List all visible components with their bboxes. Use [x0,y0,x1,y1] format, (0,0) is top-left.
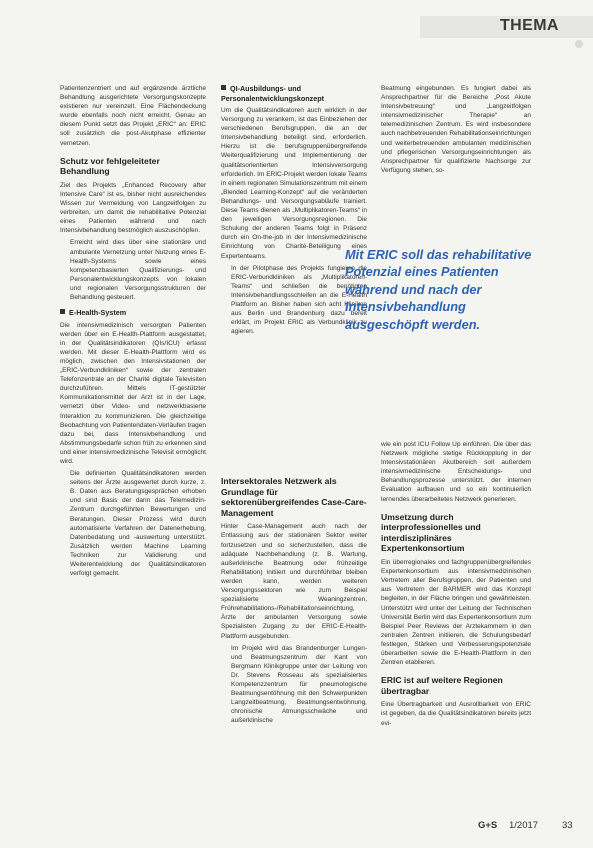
subheading: Schutz vor fehlgeleiteter Behandlung [60,155,160,177]
subheading: Intersektorales Netzwerk als Grundlage für sektorenübergreifendes Case-Care-Management [221,476,367,518]
paragraph: wie ein post ICU Follow Up einführen. Die über das Netzwerk mögliche stetige Rückkopplung in der Intensivstationären Akutbereich soll außerdem intensivmedizinische Entscheidungs- und Behandlungsprozesse unterstützt. der internen Evaluation aufbauen und so ein kontinuierlich lernendes überarbeitetes Netzwerk generieren. [381,441,531,503]
paragraph: Eine Übertragbarkeit und Ausrollbarkeit von ERIC ist gegeben, da die Qualitätsindikatoren bereits jetzt evi- [381,701,531,727]
section-label: THEMA [500,17,559,34]
bullet-heading-text: QI-Ausbildungs- und Personalentwicklungskonzept [221,84,325,103]
bullet-square-icon [60,309,65,314]
paragraph: Die definierten Qualitätsindikatoren werden seitens der Ärzte ausgewertet durch kurze, z. B. Daten aus Beratungsgesprächen erhoben und sind Basis der dann das Telemedizin-Zentrum durchgeführten Bewertungen und Beratungen. Dieser Prozess wird durch automatisierte Verfahren der Datenerhebung, Datenbedatung und -auswertung unterstützt. Zusätzlich werden Machine Learning Techniken zur Validierung und Weiterentwicklung der Qualitätsindikatoren verfolgt gemacht. [70,470,206,578]
paragraph: Beatmung eingebunden. Es fungiert dabei als Ansprechpartner für die Bereiche „Post Akute Intensivbetreuung“ und „Langzeitfolgen intensivmedizinischer Therapie“ an telemedizinischen Zentrum. Es wird insbesondere auch nachbetreuenden Rehabilitationseinrichtungen und weiterbetreuenden ambulanten medizinischen und pflegerischen Versorgungseinrichtungen als Ansprechpartner für qualifizierte Nachsorge zur Verfügung stehen, so- [381,85,531,174]
paragraph: Im Projekt wird das Brandenburger Lungen- und Beatmungszentrum der Kant von Bergmann Klinikgruppe unter der Leitung von Dr. Stevens Rosseau als spezialisiertes Kompetenzzentrum für pneumologische Beatmungsentöhnung mit den Schwerpunkten Langzeitbeatmung, Beatmungsentwöhnung, chronische Atmungsschwäche und außerklinische [231,644,367,725]
paragraph: Die intensivmedizinisch versorgten Patienten werden über ein E-Health-Plattform ausgestattet, in der Qualitätsindikatoren (QIs/ICU) erfasst werden. Mit dieser E-Health-Plattform wird es möglich, zwischen den Intensivstationen der „ERIC-Verbundkliniken“ sowie der zentralen Telefonzentrale an der Charité digitale Televisiten durchzuführen. Mittels IT-gestützter Kommunikationsmittel der Arzt ist in der Lage, vernetzt über Video- und netzwerkbasierte Interaktion zu kommunizieren. Die gleichzeitige Beobachtung von Patientendaten-Verläufen tragen dazu bei, dass Intensivbehandlung und Abstimmungsbedarfe schon früh zu erkennen sind und einer intensivmedizinische Televisit ermöglicht wird. [60,321,207,465]
subheading: ERIC ist auf weitere Regionen übertragbar [381,675,503,696]
paragraph: Erreicht wird dies über eine stationäre und ambulante Vernetzung unter Nutzung eines E-Health-Systems sowie eines kompetenzbasierten Qualifizierungs- und Personalentwicklungskonzepts von lokalen und regionalen Versorgungsstrukturen der Behandlung gesteuert. [70,239,206,301]
corner-mark [575,40,583,48]
bullet-heading-text: E-Health-System [69,308,127,318]
journal-name: G+S [478,820,498,831]
pull-quote: Mit ERIC soll das rehabilitative Potenzial eines Patienten während und nach der Intensivbehandlung ausgeschöpft werden. [345,247,532,332]
subheading: Umsetzung durch interprofessionelles und interdisziplinäres Expertenkonsortium [381,511,481,554]
column-3-lower [381,440,531,731]
paragraph: Um die Qualitätsindikatoren auch wirklich in der Versorgung zu verankern, ist das Einbeziehen der verschiedenen Berufsgruppen, die an der Intensivbehandlung beteiligt sind, erforderlich. Hierzu ist die berufsgruppenübergreifende Weiterqualifizierung und Implementierung der qualitätsorientierten Intensivversorgung erforderlich. Im ERIC-Projekt werden lokale Teams in einem regionalen Simulationszentrum mit einem „Blended Learning-Konzept“ auf die veränderten Behandlungs- und Versorgungsabläufe trainiert. Diese Teams dienen als „Multiplikatoren-Teams“ in den jeweiligen Versorgungsregionen. Die Schulung der anderen Teams folgt in Präsenz durch ein On-the-job in der Intensivmedizinische Einrichtung von Charité-Beteiligung eines Expertenteams. [221,107,367,260]
column-2-lower [221,476,367,728]
paragraph: Patientenzentriert und auf ergänzende ärztliche Behandlung ausgerichtete Versorgungskonzepte existieren nur vereinzelt. Eine Flächendeckung wurde ebenfalls noch nicht erreicht. Genau an diesem Punkt setzt das Projekt „ERIC“ an: ERIC soll zusätzlich die post-Akutphase effizienter vernetzen. [60,85,206,147]
issue-number: 1/2017 [509,820,539,831]
column-3 [381,84,531,178]
page-number: 33 [562,820,573,831]
bullet-heading [221,84,367,103]
bullet-heading [60,308,206,318]
paragraph: Ziel des Projekts „Enhanced Recovery after Intensive Care“ ist es, bisher nicht ausreichendes Wissen zur Vermeidung von Langzeitfolgen zu verbreiten, um damit die rehabilitative Potenzial eines Patienten während und nach Intensivbehandlung bestmöglich auszuschöpfen. [60,181,206,235]
paragraph: Ein überregionales und fachgruppenübergreifendes Expertenkonsortium aus intensivmedizinischen Vertretern aller Berufsgruppen, der Patienten und aus Vertretern der BARMER wird das Konzept begleiten, in der Fläche bringen und gewährleisten. Unterstützt wird unter der Leitung der Technischen Universität Berlin wird das Expertenkonsortium zum Beispiel Peer Reviews der Arztekammern in den zentralen Zentren initiieren, die Schulungsbedarf festlegen, Stärken und Verbesserungspotenziale überarbeiten sowie die E-Health-Plattform in den Zentren etablieren. [381,559,531,667]
column-1 [60,84,206,581]
bullet-square-icon [221,85,226,90]
paragraph: Hinter Case-Management auch nach der Entlassung aus der stationären Sektor weiter fortzusetzen und so sicherzustellen, dass die adäquate Nachbehandlung (z. B. Wartung, außerklinische Beatmung oder frühzeitige Rehabilitation) initiiert und durchführbar bleiben werden kann, werden weiteren Versorgungssektoren wie zum Beispiel spezialisierte Weaningzentren, Frührehabilitations-/Rehabilitationseinrichtung, Ärzte der ambulanten Versorgung sowie Spezialisten Zugang zu der ERIC-E-Health-Plattform ausgebunden. [221,523,367,640]
paragraph: In der Pilotphase des Projekts fungieren die ERIC-Verbundkliniken als „Multiplikatoren-Teams“ und schließen die benötigten Intensivbehandlungsschleifen an die E-Health Plattform an. Bisher haben sich acht Kliniken aus Berlin und Brandenburg dazu bereit erklärt, im Projekt ERIC als Verbundklinik zu agieren. [231,264,367,336]
